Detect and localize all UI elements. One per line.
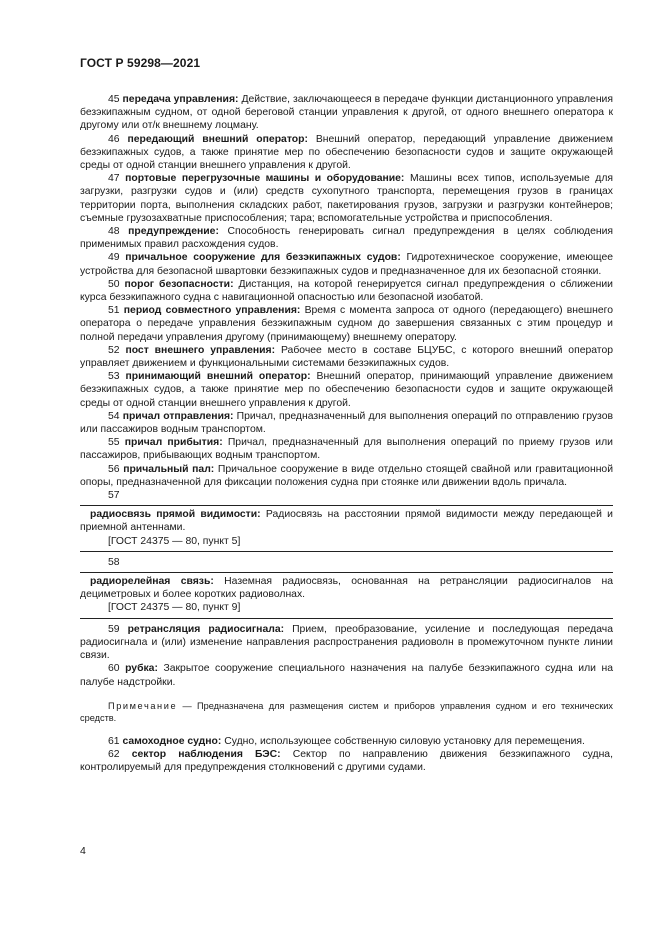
term-definition: Радиосвязь на расстоянии прямой видимости между передающей и приемной антеннами.: [80, 509, 613, 534]
term-title: причал отправления:: [122, 410, 234, 422]
term-number: 55: [108, 437, 120, 449]
term-definition: Причал, предназначенный для выполнения операций по отправлению грузов или пассажиров водным транспортом.: [80, 410, 613, 436]
term-entry: [80, 623, 613, 663]
note: [80, 700, 613, 724]
term-title: причал прибытия:: [124, 437, 223, 449]
term-definition: Способность генерировать сигнал предупреждения в целях соблюдения применимых правил расхождения судов.: [80, 226, 614, 251]
note-label: Примечание: [108, 700, 178, 711]
term-group: [80, 735, 613, 775]
term-number: 46: [108, 133, 120, 145]
term-title: причальный пал:: [123, 463, 215, 475]
term-entry: [80, 370, 613, 410]
page-number: 4: [80, 845, 86, 857]
standard-reference: [ГОСТ 24375 — 80, пункт 5]: [108, 535, 241, 547]
standard-reference-box: [80, 505, 613, 552]
term-number: 51: [108, 305, 120, 317]
term-entry: [80, 748, 613, 774]
term-number: 56: [108, 463, 120, 475]
term-entry: [80, 344, 613, 370]
term-number: 49: [108, 252, 120, 264]
term-definition: Внешний оператор, принимающий управление движением безэкипажных судов, а также принятие мер по обеспечению безопасности судов и защите окружающей среды от одной станции внешнего управления к другой.: [80, 371, 614, 409]
term-number: 54: [108, 410, 120, 422]
standard-reference-box: [80, 572, 613, 619]
term-number: 58: [108, 556, 120, 568]
term-title: принимающий внешний оператор:: [125, 371, 311, 383]
term-definition: Прием, преобразование, усиление и последующая передача радиосигнала и (или) изменение направления распространения радиоволн в промежуточном пункте линии связи.: [80, 623, 613, 662]
term-entry: [80, 410, 613, 436]
term-definition: Машины всех типов, используемые для загрузки, разгрузки судов и (или) средств сухопутного транспорта, перемещения грузов в границах территории порта, выполнения складских работ, пакетирования грузов, загрузки и разгрузки контейнеров; съемные грузозахватные приспособления; тара; вспомогательные устройства и приспособления.: [80, 173, 614, 224]
term-title: радиорелейная связь:: [90, 576, 214, 588]
term-title: сектор наблюдения БЭС:: [131, 748, 281, 760]
term-number: 45: [108, 94, 120, 105]
terms-content: [80, 93, 613, 774]
term-entry: [80, 508, 613, 534]
term-group: [80, 623, 613, 689]
term-title: портовые перегрузочные машины и оборудование:: [125, 173, 405, 185]
term-number: 47: [108, 173, 120, 185]
term-group: [80, 93, 613, 489]
term-entry: [80, 662, 613, 688]
term-definition: Рабочее место в составе БЦУБС, с которого внешний оператор управляет движением и функциональными системами безэкипажных судов.: [80, 344, 614, 370]
term-number: 59: [108, 623, 120, 635]
term-definition: Причальное сооружение в виде отдельно стоящей свайной или гравитационной опоры, предназначенной для фиксации положения судна при стоянке или движении вдоль причала.: [80, 463, 614, 488]
document-page: [80, 56, 613, 774]
term-entry: [80, 278, 613, 304]
term-entry: [80, 133, 613, 173]
term-definition: Гидротехническое сооружение, имеющее устройства для безопасной швартовки безэкипажных судов и предназначенное для их безопасной стоянки.: [80, 252, 613, 277]
term-definition: Закрытое сооружение специального назначения на палубе безэкипажного судна или на палубе надстройки.: [80, 663, 613, 688]
term-number: 60: [108, 663, 120, 675]
term-entry: [80, 463, 613, 489]
note-text: — Предназначена для размещения систем и приборов управления судном и его технических средств.: [80, 700, 613, 723]
term-title: рубка:: [125, 663, 158, 675]
term-title: порог безопасности:: [124, 278, 234, 290]
term-definition: Дистанция, на которой генерируется сигнал предупреждения о сближении курса безэкипажного судна с навигационной опасностью или безопасной изобатой.: [80, 278, 613, 304]
term-definition: Сектор по направлению движения безэкипажного судна, контролируемый для предупреждения столкновений с другими судами.: [80, 748, 613, 774]
term-number: 52: [108, 344, 120, 356]
term-title: самоходное судно:: [122, 735, 222, 747]
term-number: 48: [108, 226, 120, 238]
term-definition: Внешний оператор, передающий управление движением безэкипажных судов, а также принятие мер по обеспечению безопасности судов и защите окружающей среды от одной станции внешнего управления к другой.: [80, 133, 613, 172]
term-number: 53: [108, 371, 120, 383]
term-number: 61: [108, 735, 120, 747]
term-entry: [80, 304, 613, 344]
term-entry: [80, 251, 613, 277]
term-title: передающий внешний оператор:: [127, 133, 308, 145]
term-title: причальное сооружение для безэкипажных судов:: [125, 252, 401, 264]
term-definition: Причал, предназначенный для выполнения операций по приему грузов или пассажиров, прибывающих водным транспортом.: [80, 437, 613, 462]
standard-reference: [ГОСТ 24375 — 80, пункт 9]: [108, 602, 241, 614]
term-definition: Судно, использующее собственную силовую установку для перемещения.: [224, 735, 585, 747]
term-title: пост внешнего управления:: [125, 344, 276, 356]
term-title: радиосвязь прямой видимости:: [90, 509, 261, 521]
term-entry: [80, 93, 613, 133]
term-number: 57: [108, 490, 120, 502]
document-header: ГОСТ Р 59298—2021: [80, 56, 201, 70]
term-number: 50: [108, 278, 120, 290]
term-number: 62: [108, 748, 120, 760]
term-title: период совместного управления:: [123, 305, 301, 317]
term-title: передача управления:: [122, 94, 239, 105]
term-entry: [80, 575, 613, 601]
term-definition: Наземная радиосвязь, основанная на ретрансляции радиосигналов на дециметровых и более коротких радиоволнах.: [80, 576, 614, 601]
term-entry: [80, 225, 613, 251]
term-entry: [80, 172, 613, 225]
term-definition: Время с момента запроса от одного (передающего) внешнего оператора о передаче управления безэкипажным судном до завершения связанных с этим процедур и полной передачи управления другому (принимающему) внешнему оператору.: [80, 305, 613, 343]
term-entry: [80, 436, 613, 462]
term-entry: [80, 735, 613, 748]
boxed-term-group: [80, 489, 613, 619]
term-title: предупреждение:: [128, 226, 219, 238]
term-definition: Действие, заключающееся в передаче функции дистанционного управления безэкипажным судном, от одной береговой станции управления к другой, от одного внешнего оператора к другому или от/к внешнему лоцману.: [80, 94, 613, 132]
term-title: ретрансляция радиосигнала:: [127, 623, 285, 635]
